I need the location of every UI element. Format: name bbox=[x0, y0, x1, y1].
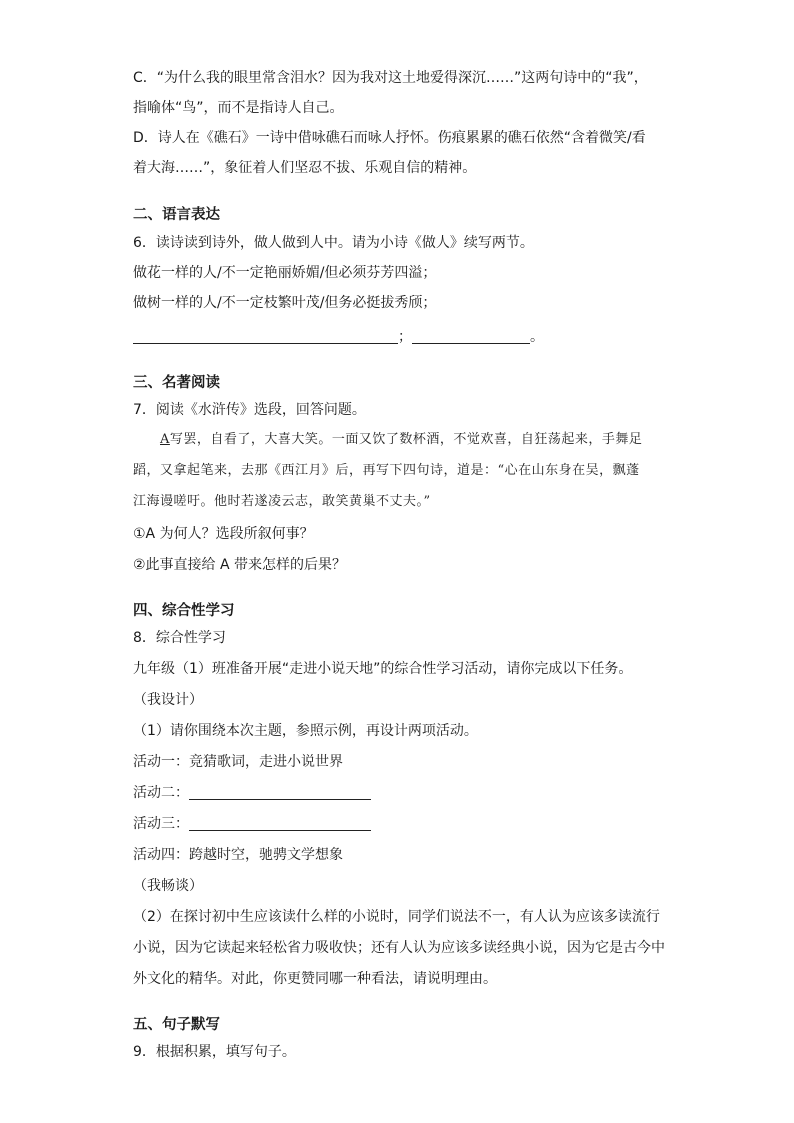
q6-blank-2[interactable] bbox=[412, 328, 530, 344]
section-heading-classics: 三、名著阅读 bbox=[133, 375, 220, 391]
q6-separator: ； bbox=[398, 329, 412, 345]
q6-blank-1[interactable] bbox=[133, 328, 398, 344]
task-2-line2: 小说，因为它读起来轻松省力吸收快；还有人认为应该多读经典小说，因为它是古今中 bbox=[133, 940, 665, 956]
tag-design: （我设计） bbox=[133, 692, 203, 708]
task-1: （1）请你围绕本次主题，参照示例，再设计两项活动。 bbox=[133, 723, 478, 739]
passage-line1 bbox=[160, 430, 642, 450]
poem-line-tree: 做树一样的人/不一定枝繁叶茂/但务必挺拔秀颀； bbox=[133, 295, 437, 311]
tag-talk: （我畅谈） bbox=[133, 878, 203, 894]
activity-4: 活动四：跨越时空，驰骋文学想象 bbox=[133, 847, 343, 863]
activity-2-blank[interactable] bbox=[189, 784, 371, 800]
option-c-line1: C．“为什么我的眼里常含泪水？因为我对这土地爱得深沉……”这两句诗中的“我”， bbox=[133, 70, 648, 86]
sub-question-1: ①A 为何人？选段所叙何事？ bbox=[133, 526, 314, 542]
activity-2-label: 活动二： bbox=[133, 785, 189, 801]
activity-1: 活动一：竞猜歌词，走进小说世界 bbox=[133, 754, 343, 770]
question-7-prompt: 7．阅读《水浒传》选段，回答问题。 bbox=[133, 402, 366, 418]
passage-line1-text: 写罢，自看了，大喜大笑。一面又饮了数杯酒，不觉欢喜，自狂荡起来，手舞足 bbox=[169, 432, 643, 447]
section-heading-dictation: 五、句子默写 bbox=[133, 1017, 220, 1033]
option-c-line2: 指喻体“鸟”，而不是指诗人自己。 bbox=[133, 100, 344, 116]
section-heading-integrated: 四、综合性学习 bbox=[133, 603, 235, 619]
passage-a-marker: A bbox=[160, 432, 170, 447]
question-8-prompt: 8．综合性学习 bbox=[133, 630, 226, 646]
option-d-line2: 着大海……”，象征着人们坚忍不拔、乐观自信的精神。 bbox=[133, 160, 477, 176]
activity-2-row bbox=[133, 783, 371, 803]
question-9-prompt: 9．根据积累，填写句子。 bbox=[133, 1044, 296, 1060]
q6-end-mark: 。 bbox=[530, 329, 544, 345]
task-2-line3: 外文化的精华。对此，你更赞同哪一种看法，请说明理由。 bbox=[133, 971, 497, 987]
sub-question-2: ②此事直接给 A 带来怎样的后果？ bbox=[133, 557, 347, 573]
task-2-line1: （2）在探讨初中生应该读什么样的小说时，同学们说法不一，有人认为应该多读流行 bbox=[133, 909, 660, 925]
passage-line2: 蹈，又拿起笔来，去那《西江月》后，再写下四句诗，道是：“心在山东身在吴，飘蓬 bbox=[133, 463, 640, 478]
section-heading-language: 二、语言表达 bbox=[133, 207, 220, 223]
poem-line-flower: 做花一样的人/不一定艳丽娇媚/但必须芬芳四溢； bbox=[133, 265, 437, 281]
activity-3-row bbox=[133, 814, 371, 834]
activity-3-label: 活动三： bbox=[133, 816, 189, 832]
passage-line3: 江海谩嗟吁。他时若遂凌云志，敢笑黄巢不丈夫。” bbox=[133, 494, 431, 509]
activity-3-blank[interactable] bbox=[189, 815, 371, 831]
question-6-prompt: 6．读诗读到诗外，做人做到人中。请为小诗《做人》续写两节。 bbox=[133, 235, 534, 251]
option-d-line1: D．诗人在《礁石》一诗中借咏礁石而咏人抒怀。伤痕累累的礁石依然“含着微笑/看 bbox=[133, 130, 646, 146]
q8-intro: 九年级（1）班准备开展“走进小说天地”的综合性学习活动，请你完成以下任务。 bbox=[133, 661, 633, 677]
q6-answer-row bbox=[133, 327, 544, 347]
